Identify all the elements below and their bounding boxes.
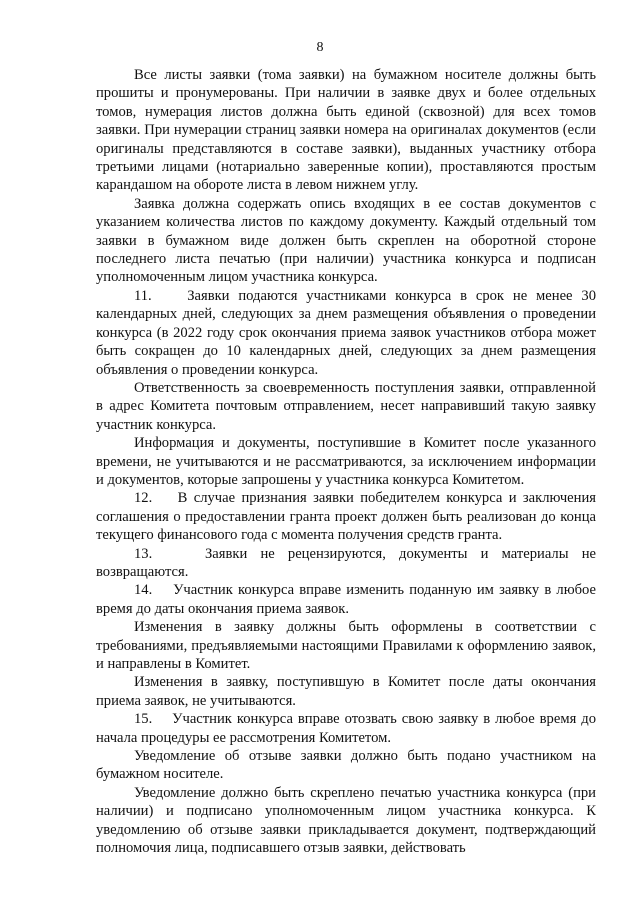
- paragraph-sheets-numbering: Все листы заявки (тома заявки) на бумажном носителе должны быть прошиты и пронумерованы. При наличии в заявке двух и более отдельных томов, нумерация листов должна быть единой (сквозной) для всех томов заявки. При нумерации страниц заявки номера на оригиналах документов (если оригиналы представляются в составе заявки), выданных участнику отбора третьими лицами (нотариально заверенные копии), проставляются простым карандашом на обороте листа в левом нижнем углу.: [96, 67, 596, 194]
- paragraph-item-11: 11. Заявки подаются участниками конкурса в срок не менее 30 календарных дней, следующих за днем размещения объявления о проведении конкурса (в 2022 году срок окончания приема заявок участников отбора может быть сокращен до 10 календарных дней, следующих за днем размещения объявления о проведении конкурса.: [96, 287, 596, 378]
- page-number: 8: [316, 40, 324, 55]
- paragraph-item-14: 14. Участник конкурса вправе изменить поданную им заявку в любое время до даты окончания приема заявок.: [96, 582, 596, 617]
- paragraph-withdrawal-notice: Уведомление об отзыве заявки должно быть подано участником на бумажном носителе.: [96, 748, 596, 783]
- paragraph-withdrawal-seal: Уведомление должно быть скреплено печатью участника конкурса (при наличии) и подписано уполномоченным лицом участника конкурса. К уведомлению об отзыве заявки прикладывается документ, подтверждающий полномочия лица, подписавшего отзыв заявки, действовать: [96, 784, 596, 857]
- document-body: [96, 66, 596, 857]
- paragraph-item-15: 15. Участник конкурса вправе отозвать свою заявку в любое время до начала процедуры ее рассмотрения Комитетом.: [96, 711, 596, 746]
- paragraph-inventory: Заявка должна содержать опись входящих в ее состав документов с указанием количества листов по каждому документу. Каждый отдельный том заявки в бумажном виде должен быть скреплен на оборотной стороне последнего листа печатью (при наличии) участника конкурса и подписан уполномоченным лицом участника конкурса.: [96, 195, 596, 286]
- paragraph-late-info: Информация и документы, поступившие в Комитет после указанного времени, не учитываются и не рассматриваются, за исключением информации и документов, которые запрошены у участника конкурса Комитетом.: [96, 435, 596, 488]
- paragraph-changes-late: Изменения в заявку, поступившую в Комитет после даты окончания приема заявок, не учитываются.: [96, 674, 596, 709]
- paragraph-changes-format: Изменения в заявку должны быть оформлены в соответствии с требованиями, предъявляемыми настоящими Правилами к оформлению заявок, и направлены в Комитет.: [96, 619, 596, 672]
- paragraph-item-12: 12. В случае признания заявки победителем конкурса и заключения соглашения о предоставлении гранта проект должен быть реализован до конца текущего финансового года с момента получения средств гранта.: [96, 490, 596, 544]
- paragraph-item-13: 13. Заявки не рецензируются, документы и материалы не возвращаются.: [96, 545, 596, 580]
- paragraph-responsibility: Ответственность за своевременность поступления заявки, отправленной в адрес Комитета почтовым отправлением, несет направивший такую заявку участник конкурса.: [96, 379, 596, 433]
